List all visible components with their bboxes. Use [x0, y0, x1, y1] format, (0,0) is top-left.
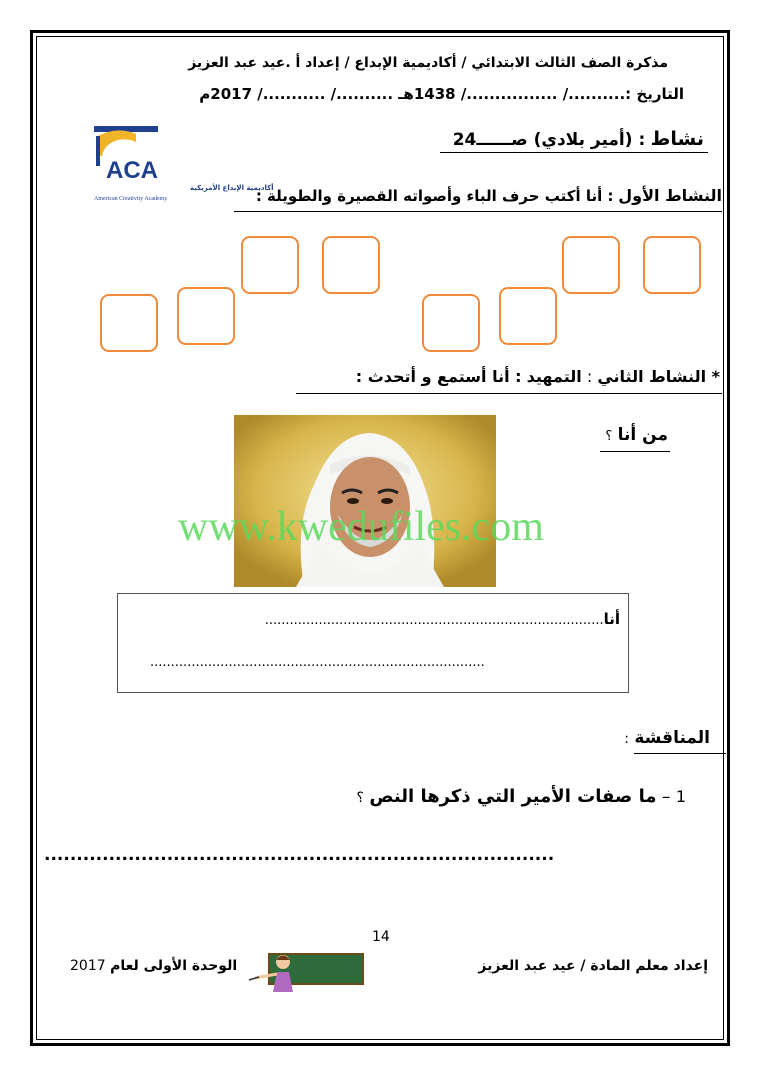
- answer-dots-1: ..................................................................................: [264, 613, 604, 628]
- question1-dash: –: [661, 787, 671, 807]
- date-line: :........../ ................/ 1438هـ ........../ .........../ 2017م: [199, 85, 632, 103]
- logo-arabic-caption: أكاديمية الإبداع الأمريكية: [190, 184, 274, 192]
- logo-text: ACA: [106, 157, 158, 184]
- activity1-row: [256, 186, 722, 205]
- activity-topic: : (أمير بلادي) صــــــ24: [452, 130, 646, 150]
- who-am-i-row: [605, 425, 668, 445]
- footer-prepared-by: إعداد معلم المادة / عيد عبد العزيز: [478, 958, 708, 974]
- watermark: www.kwedufiles.com: [178, 504, 544, 550]
- discussion-colon: :: [624, 731, 629, 747]
- activity-title-underline: [440, 152, 708, 153]
- question1-mark: ؟: [356, 790, 364, 806]
- answer-box[interactable]: [117, 593, 629, 693]
- activity2-row: [356, 367, 720, 386]
- activity2-underline: [296, 393, 722, 394]
- activity1-underline: [234, 211, 722, 212]
- answer-line-1: [265, 610, 620, 628]
- header-line: مذكرة الصف الثالث الابتدائي / أكاديمية الإبداع / إعداد أ .عيد عبد العزيز: [188, 55, 668, 71]
- activity2-label: * النشاط الثاني: [597, 367, 720, 386]
- who-am-i-underline: [600, 451, 670, 452]
- letter-box[interactable]: [643, 236, 701, 294]
- letter-box[interactable]: [241, 236, 299, 294]
- discussion-row: [624, 728, 710, 748]
- question1-row: [357, 786, 687, 807]
- activity1-label: النشاط الأول: [618, 186, 722, 205]
- letter-box[interactable]: [422, 294, 480, 352]
- discussion-underline: [634, 753, 726, 754]
- date-label: التاريخ: [636, 85, 684, 103]
- teacher-illustration: [247, 952, 365, 992]
- question1-text: ما صفات الأمير التي ذكرها النص: [369, 786, 657, 807]
- footer-unit: الوحدة الأولى لعام: [110, 958, 238, 974]
- activity1-text: : أنا أكتب حرف الباء وأصواته القصيرة والطويلة :: [255, 187, 614, 205]
- footer-unit-row: [70, 958, 237, 974]
- activity-title-row: [453, 128, 704, 150]
- letter-box[interactable]: [322, 236, 380, 294]
- question1-number: 1: [675, 787, 686, 806]
- letter-box[interactable]: [499, 287, 557, 345]
- who-am-i-mark: ؟: [605, 429, 613, 444]
- activity2-intro: التمهيد: [526, 367, 582, 386]
- aca-logo: [92, 126, 274, 206]
- activity2-text: : أنا أستمع و أتحدث :: [355, 367, 522, 386]
- logo-english-caption: American Creativity Academy: [94, 196, 168, 202]
- discussion-label: المناقشة: [634, 728, 710, 748]
- answer-label: أنا: [603, 610, 620, 628]
- answer-dotted-line: ...............................................................................: [44, 845, 555, 865]
- portrait-image: [234, 415, 496, 587]
- who-am-i-question: من أنا: [617, 425, 668, 445]
- page-number: 14: [372, 929, 390, 945]
- activity2-colon: :: [586, 367, 593, 386]
- footer-year: 2017: [70, 958, 106, 974]
- answer-dots-2: .................................................................................: [150, 655, 485, 670]
- letter-box[interactable]: [177, 287, 235, 345]
- letter-box[interactable]: [562, 236, 620, 294]
- activity-title: نشاط: [650, 128, 704, 150]
- date-row: [199, 85, 684, 103]
- letter-box[interactable]: [100, 294, 158, 352]
